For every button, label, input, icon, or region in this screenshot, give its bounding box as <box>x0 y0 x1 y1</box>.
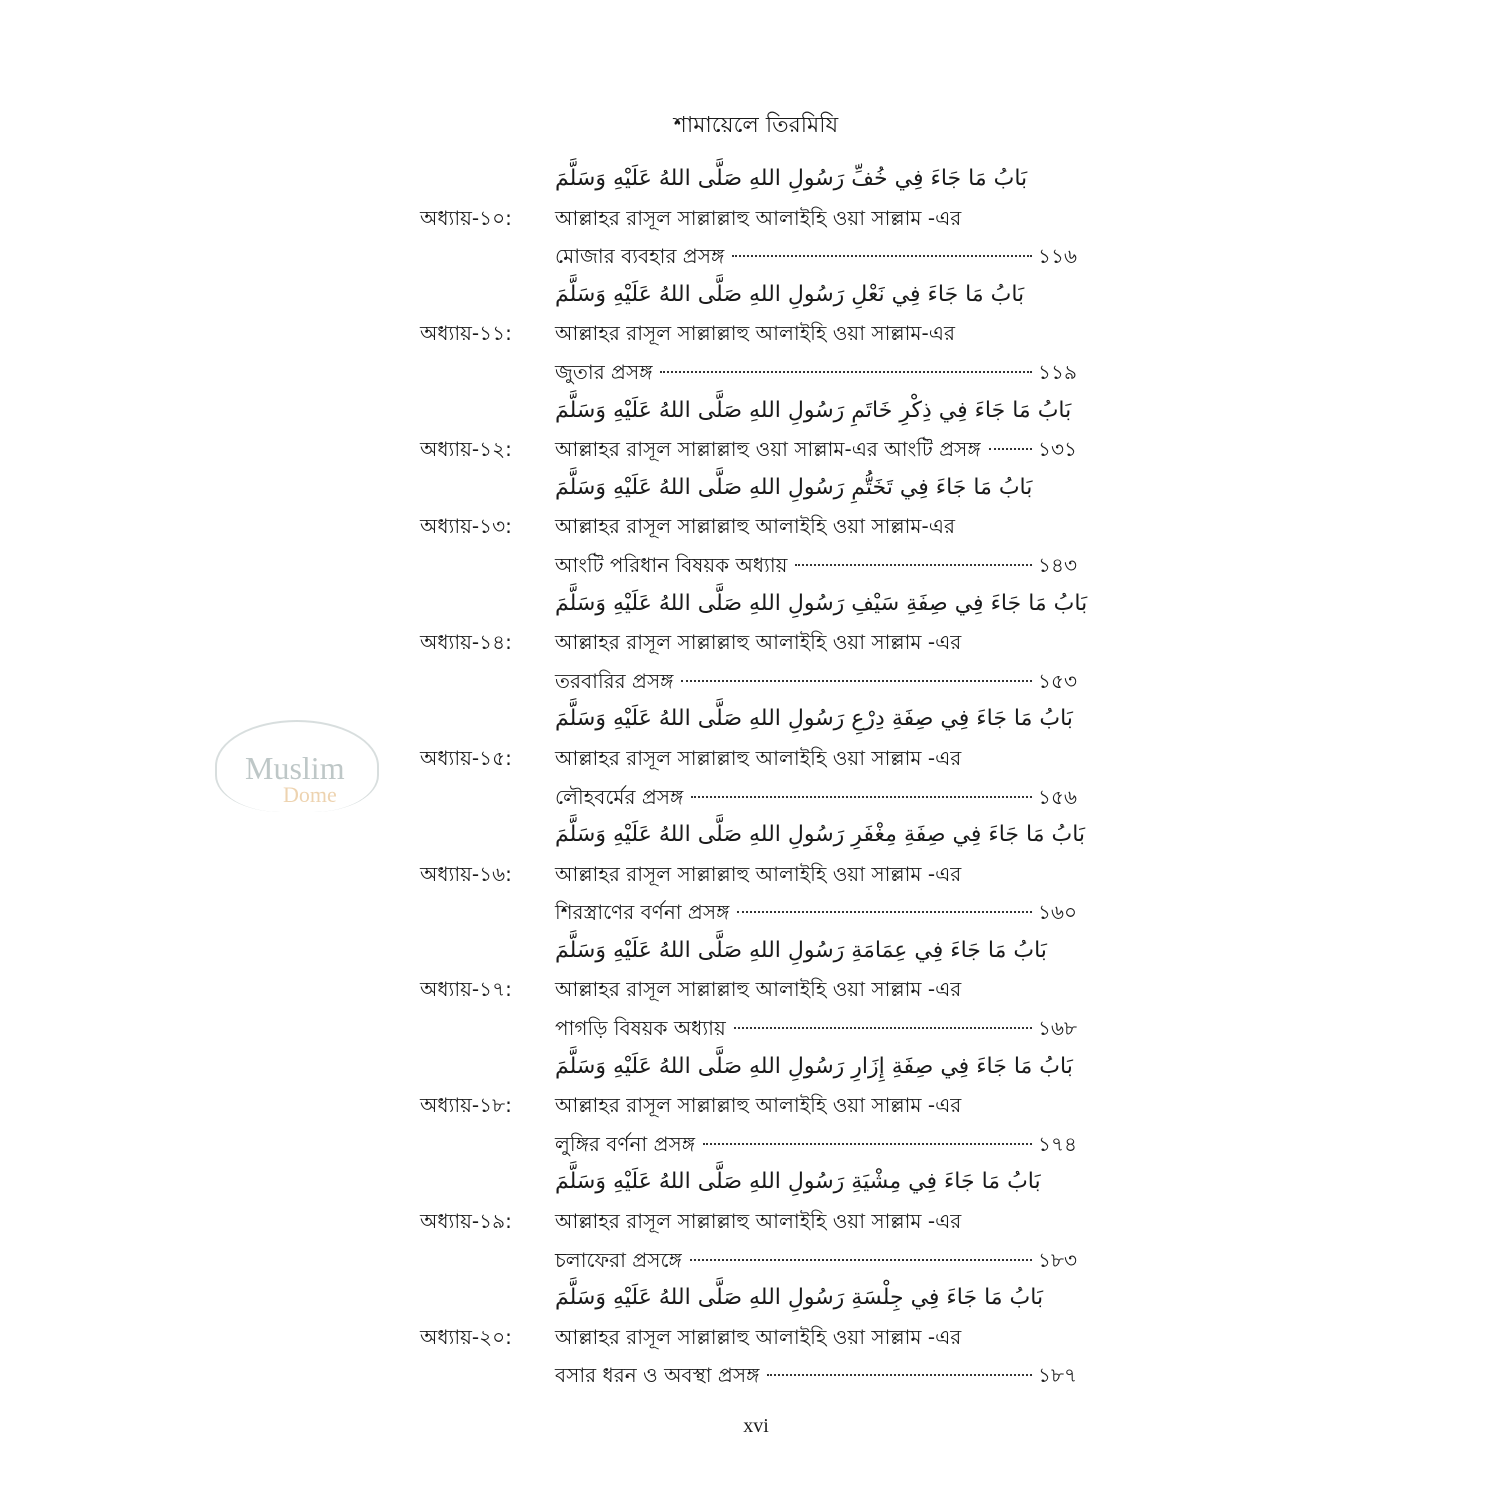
toc-entry-line <box>420 893 1090 932</box>
toc-entry <box>420 1279 1090 1395</box>
chapter-label: অধ্যায়-১৩: <box>420 514 512 539</box>
toc-entry <box>420 160 1090 276</box>
toc-entry <box>420 392 1090 469</box>
chapter-label: অধ্যায়-১৪: <box>420 630 512 655</box>
chapter-title-line2: বসার ধরন ও অবস্থা প্রসঙ্গ <box>555 1363 760 1388</box>
toc-entry-line <box>420 430 1090 469</box>
chapter-title-line2: চলাফেরা প্রসঙ্গে <box>555 1247 682 1272</box>
arabic-text: بَابُ مَا جَاءَ فِي تَخَتُّمِ رَسُولِ اللهِ صَلَّى اللهُ عَلَيْهِ وَسَلَّمَ <box>555 474 1033 500</box>
arabic-text: بَابُ مَا جَاءَ فِي خُفِّ رَسُولِ اللهِ صَلَّى اللهُ عَلَيْهِ وَسَلَّمَ <box>555 166 1028 191</box>
toc-entry-line <box>420 199 1090 238</box>
chapter-label: অধ্যায়-১৭: <box>420 977 512 1002</box>
chapter-title-line1: আল্লাহর রাসূল সাল্লাল্লাহু আলাইহি ওয়া সাল্লাম-এর <box>555 514 955 539</box>
page-number: xvi <box>743 1415 769 1437</box>
table-of-contents <box>420 160 1090 1395</box>
chapter-page-number[interactable]: ১৮৭ <box>1038 1363 1077 1388</box>
dot-leader <box>660 371 1032 373</box>
dot-leader <box>691 796 1032 798</box>
watermark-logo <box>215 720 385 820</box>
chapter-title-line2: আংটি পরিধান বিষয়ক অধ্যায় <box>555 552 788 577</box>
arabic-chapter-title <box>420 1048 1090 1087</box>
arabic-text: بَابُ مَا جَاءَ فِي صِفَةِ مِغْفَرِ رَسُولِ اللهِ صَلَّى اللهُ عَلَيْهِ وَسَلَّمَ <box>555 822 1086 848</box>
watermark-text-1: Muslim <box>245 750 345 786</box>
arabic-text: بَابُ مَا جَاءَ فِي نَعْلِ رَسُولِ اللهِ صَلَّى اللهُ عَلَيْهِ وَسَلَّمَ <box>555 281 1025 307</box>
dot-leader <box>732 255 1032 257</box>
chapter-label: অধ্যায়-১৬: <box>420 861 512 886</box>
toc-entry-line <box>420 1356 1090 1395</box>
chapter-label: অধ্যায়-১১: <box>420 321 512 346</box>
toc-entry-line <box>420 662 1090 701</box>
chapter-title-line1: আল্লাহর রাসূল সাল্লাল্লাহু আলাইহি ওয়া সাল্লাম -এর <box>555 861 962 886</box>
dot-leader <box>681 680 1032 682</box>
watermark-text-2: Dome <box>283 782 337 807</box>
running-header: শামায়েলে তিরমিযি <box>673 113 839 138</box>
dot-leader <box>989 448 1032 450</box>
chapter-label: অধ্যায়-১৯: <box>420 1209 512 1234</box>
chapter-title-line2: জুতার প্রসঙ্গ <box>555 359 653 384</box>
toc-entry-line <box>420 970 1090 1009</box>
chapter-label: অধ্যায়-১০: <box>420 205 512 230</box>
toc-entry-line <box>420 1086 1090 1125</box>
arabic-chapter-title <box>420 816 1090 855</box>
arabic-text: بَابُ مَا جَاءَ فِي صِفَةِ إِزَارِ رَسُولِ اللهِ صَلَّى اللهُ عَلَيْهِ وَسَلَّمَ <box>555 1053 1073 1079</box>
chapter-title-line2: লৌহবর্মের প্রসঙ্গ <box>555 784 684 809</box>
arabic-text: بَابُ مَا جَاءَ فِي مِشْيَةِ رَسُولِ اللهِ صَلَّى اللهُ عَلَيْهِ وَسَلَّمَ <box>555 1169 1041 1195</box>
arabic-chapter-title <box>420 276 1090 315</box>
toc-entry-line <box>420 623 1090 662</box>
toc-entry <box>420 276 1090 392</box>
chapter-title-line1: আল্লাহর রাসূল সাল্লাল্লাহু আলাইহি ওয়া সাল্লাম -এর <box>555 205 962 230</box>
arabic-text: بَابُ مَا جَاءَ فِي ذِكْرِ خَاتَمِ رَسُولِ اللهِ صَلَّى اللهُ عَلَيْهِ وَسَلَّمَ <box>555 397 1072 423</box>
chapter-label: অধ্যায়-২০: <box>420 1324 512 1349</box>
arabic-chapter-title <box>420 585 1090 624</box>
arabic-text: بَابُ مَا جَاءَ فِي جِلْسَةِ رَسُولِ اللهِ صَلَّى اللهُ عَلَيْهِ وَسَلَّمَ <box>555 1285 1044 1311</box>
chapter-label: অধ্যায়-১৫: <box>420 745 512 770</box>
arabic-chapter-title <box>420 392 1090 431</box>
chapter-page-number[interactable]: ১১৯ <box>1038 359 1077 384</box>
chapter-page-number[interactable]: ১৫৬ <box>1038 784 1077 809</box>
toc-entry-line <box>420 1125 1090 1164</box>
toc-entry-line <box>420 314 1090 353</box>
chapter-page-number[interactable]: ১১৬ <box>1038 244 1077 269</box>
chapter-page-number[interactable]: ১৬৮ <box>1038 1016 1077 1041</box>
toc-entry-line <box>420 546 1090 585</box>
dot-leader <box>734 1027 1032 1029</box>
toc-entry-line <box>420 855 1090 894</box>
toc-entry-line <box>420 1318 1090 1357</box>
chapter-page-number[interactable]: ১৭৪ <box>1038 1131 1077 1156</box>
toc-entry-line <box>420 1241 1090 1280</box>
chapter-title-line2: মোজার ব্যবহার প্রসঙ্গ <box>555 244 725 269</box>
toc-entry-line <box>420 1202 1090 1241</box>
arabic-chapter-title <box>420 1163 1090 1202</box>
chapter-title-line1: আল্লাহর রাসূল সাল্লাল্লাহু আলাইহি ওয়া সাল্লাম -এর <box>555 1093 962 1118</box>
chapter-page-number[interactable]: ১৬০ <box>1038 900 1077 925</box>
arabic-text: بَابُ مَا جَاءَ فِي صِفَةِ سَيْفِ رَسُولِ اللهِ صَلَّى اللهُ عَلَيْهِ وَسَلَّمَ <box>555 590 1088 616</box>
arabic-text: بَابُ مَا جَاءَ فِي صِفَةِ دِرْعِ رَسُولِ اللهِ صَلَّى اللهُ عَلَيْهِ وَسَلَّمَ <box>555 706 1073 732</box>
arabic-chapter-title <box>420 1279 1090 1318</box>
chapter-page-number[interactable]: ১৩১ <box>1038 437 1077 462</box>
toc-entry <box>420 585 1090 701</box>
dome-shape <box>215 720 379 812</box>
chapter-title-line1: আল্লাহর রাসূল সাল্লাল্লাহু আলাইহি ওয়া সাল্লাম-এর <box>555 321 955 346</box>
chapter-title-line2: পাগড়ি বিষয়ক অধ্যায় <box>555 1016 726 1041</box>
arabic-text: بَابُ مَا جَاءَ فِي عِمَامَةِ رَسُولِ اللهِ صَلَّى اللهُ عَلَيْهِ وَسَلَّمَ <box>555 937 1047 963</box>
dot-leader <box>737 911 1032 913</box>
toc-entry-line <box>420 778 1090 817</box>
chapter-title-line1: আল্লাহর রাসূল সাল্লাল্লাহু আলাইহি ওয়া সাল্লাম -এর <box>555 630 962 655</box>
toc-entry <box>420 1048 1090 1164</box>
toc-entry-line <box>420 353 1090 392</box>
arabic-chapter-title <box>420 932 1090 971</box>
chapter-title-line2: তরবারির প্রসঙ্গ <box>555 668 674 693</box>
toc-entry <box>420 1163 1090 1279</box>
chapter-title: আল্লাহর রাসূল সাল্লাল্লাহু ওয়া সাল্লাম-এর আংটি প্রসঙ্গ <box>555 437 981 462</box>
chapter-title-line1: আল্লাহর রাসূল সাল্লাল্লাহু আলাইহি ওয়া সাল্লাম -এর <box>555 1324 962 1349</box>
toc-entry-line <box>420 739 1090 778</box>
toc-entry <box>420 469 1090 585</box>
chapter-page-number[interactable]: ১৮৩ <box>1038 1247 1077 1272</box>
chapter-title-line1: আল্লাহর রাসূল সাল্লাল্লাহু আলাইহি ওয়া সাল্লাম -এর <box>555 745 962 770</box>
arabic-chapter-title <box>420 469 1090 508</box>
chapter-title-line2: শিরস্ত্রাণের বর্ণনা প্রসঙ্গ <box>555 900 730 925</box>
arabic-chapter-title <box>420 160 1090 199</box>
dot-leader <box>795 564 1032 566</box>
chapter-title-line1: আল্লাহর রাসূল সাল্লাল্লাহু আলাইহি ওয়া সাল্লাম -এর <box>555 1209 962 1234</box>
chapter-title-line1: আল্লাহর রাসূল সাল্লাল্লাহু আলাইহি ওয়া সাল্লাম -এর <box>555 977 962 1002</box>
toc-entry <box>420 816 1090 932</box>
chapter-page-number[interactable]: ১৫৩ <box>1038 668 1077 693</box>
chapter-label: অধ্যায়-১২: <box>420 437 512 462</box>
toc-entry-line <box>420 237 1090 276</box>
chapter-title-line2: লুঙ্গির বর্ণনা প্রসঙ্গ <box>555 1131 695 1156</box>
chapter-page-number[interactable]: ১৪৩ <box>1038 552 1077 577</box>
toc-entry-line <box>420 1009 1090 1048</box>
chapter-label: অধ্যায়-১৮: <box>420 1093 512 1118</box>
toc-entry <box>420 932 1090 1048</box>
dot-leader <box>767 1374 1032 1376</box>
toc-entry <box>420 700 1090 816</box>
dot-leader <box>703 1143 1032 1145</box>
toc-entry-line <box>420 507 1090 546</box>
dot-leader <box>690 1259 1032 1261</box>
arabic-chapter-title <box>420 700 1090 739</box>
